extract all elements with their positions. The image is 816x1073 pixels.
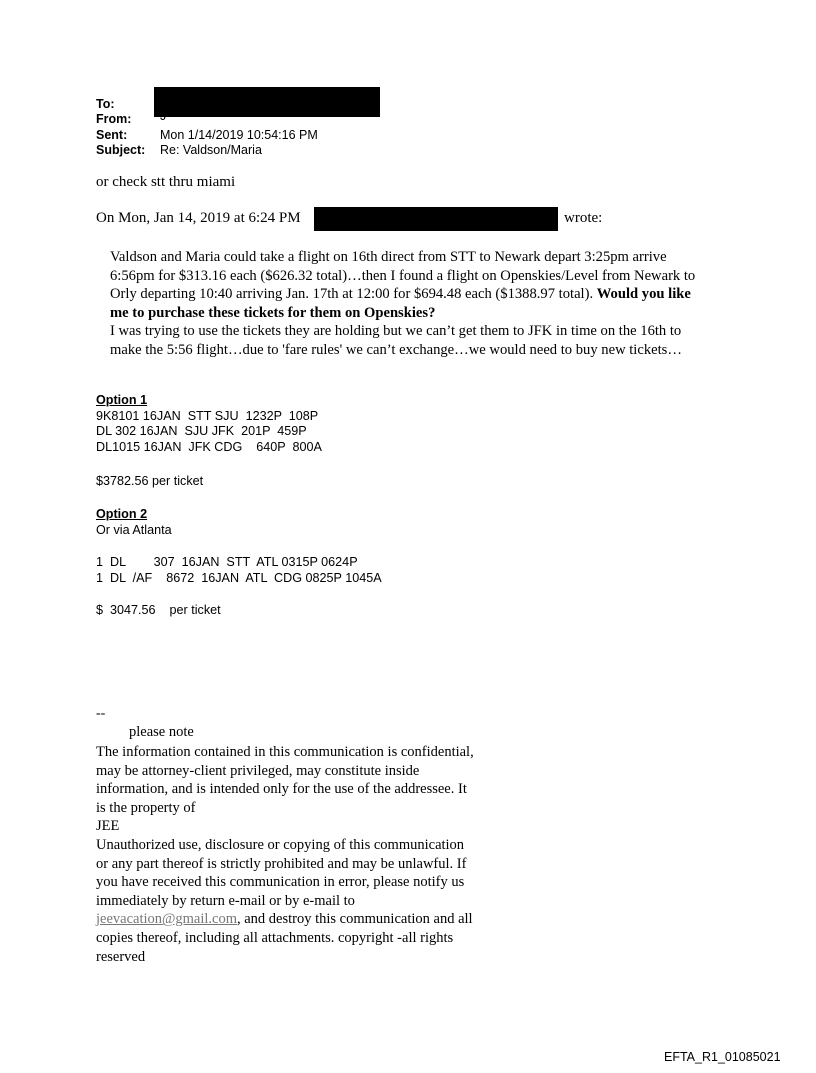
redaction-bar — [314, 207, 558, 231]
subject-value: Re: Valdson/Maria — [160, 143, 262, 157]
option-1-block — [96, 393, 322, 455]
please-note: please note — [129, 724, 194, 740]
option-2-block — [96, 507, 172, 538]
sent-label: Sent: — [96, 128, 128, 142]
itinerary-line: 1 DL /AF 8672 16JAN ATL CDG 0825P 1045A — [96, 570, 382, 585]
quote-intro: On Mon, Jan 14, 2019 at 6:24 PM — [96, 210, 301, 226]
quote-paragraph-2: I was trying to use the tickets they are holding but we can’t get them to JFK in time on the 16th to make the 5:56 flight…due to 'fare rules' we can’t exchange…we would need to buy new tickets… — [110, 323, 682, 358]
itinerary-line: 1 DL 307 16JAN STT ATL 0315P 0624P — [96, 555, 358, 569]
signature-dash: -- — [96, 706, 106, 721]
itinerary-line: DL 302 16JAN SJU JFK 201P 459P — [96, 424, 307, 438]
disclaimer-text-2: Unauthorized use, disclosure or copying of this communication or any part thereof is strictly prohibited and may be unlawful. If you have received this communication in error, please notify us immediately by return e-mail or by e-mail to — [96, 836, 467, 909]
subject-label: Subject: — [96, 143, 146, 157]
disclaimer-text-1: The information contained in this communication is confidential, may be attorney-client privileged, may constitute inside information, and is intended only for the use of the addressee. It is the property of — [96, 744, 474, 816]
option-2-lines — [96, 555, 382, 586]
quote-wrote: wrote: — [564, 210, 603, 226]
reply-line: or check stt thru miami — [96, 174, 236, 190]
option-1-price: $3782.56 per ticket — [96, 474, 204, 488]
quoted-message — [110, 248, 710, 360]
redaction-bar — [154, 87, 380, 117]
itinerary-line: DL1015 16JAN JFK CDG 640P 800A — [96, 439, 322, 454]
from-value: J — [160, 109, 167, 123]
quote-question: Would you like me to purchase these tickets for them on Openskies? — [110, 286, 691, 321]
option-2-price: $ 3047.56 per ticket — [96, 603, 221, 617]
to-label: To: — [96, 97, 115, 111]
sent-value: Mon 1/14/2019 10:54:16 PM — [160, 128, 318, 142]
disclaimer-jee: JEE — [96, 818, 120, 835]
option-1-title: Option 1 — [96, 393, 148, 407]
option-2-title: Option 2 — [96, 507, 148, 521]
disclaimer-text-3: , and destroy this communication and all copies thereof, including all attachments. copyright -all rights reserved — [96, 911, 473, 965]
email-link[interactable]: jeevacation@gmail.com — [96, 911, 237, 928]
from-label: From: — [96, 112, 132, 126]
quote-paragraph-1: Valdson and Maria could take a flight on 16th direct from STT to Newark depart 3:25pm arrive 6:56pm for $313.16 each ($626.32 total)…then I found a flight on Openskies/Level from Newark to Orly departing 10:40 arriving Jan. 17th at 12:00 for $694.48 each ($1388.97 total). — [110, 249, 696, 303]
document-id: EFTA_R1_01085021 — [664, 1050, 781, 1064]
disclaimer — [96, 743, 476, 966]
itinerary-line: 9K8101 16JAN STT SJU 1232P 108P — [96, 408, 319, 423]
option-2-subtitle: Or via Atlanta — [96, 522, 172, 537]
